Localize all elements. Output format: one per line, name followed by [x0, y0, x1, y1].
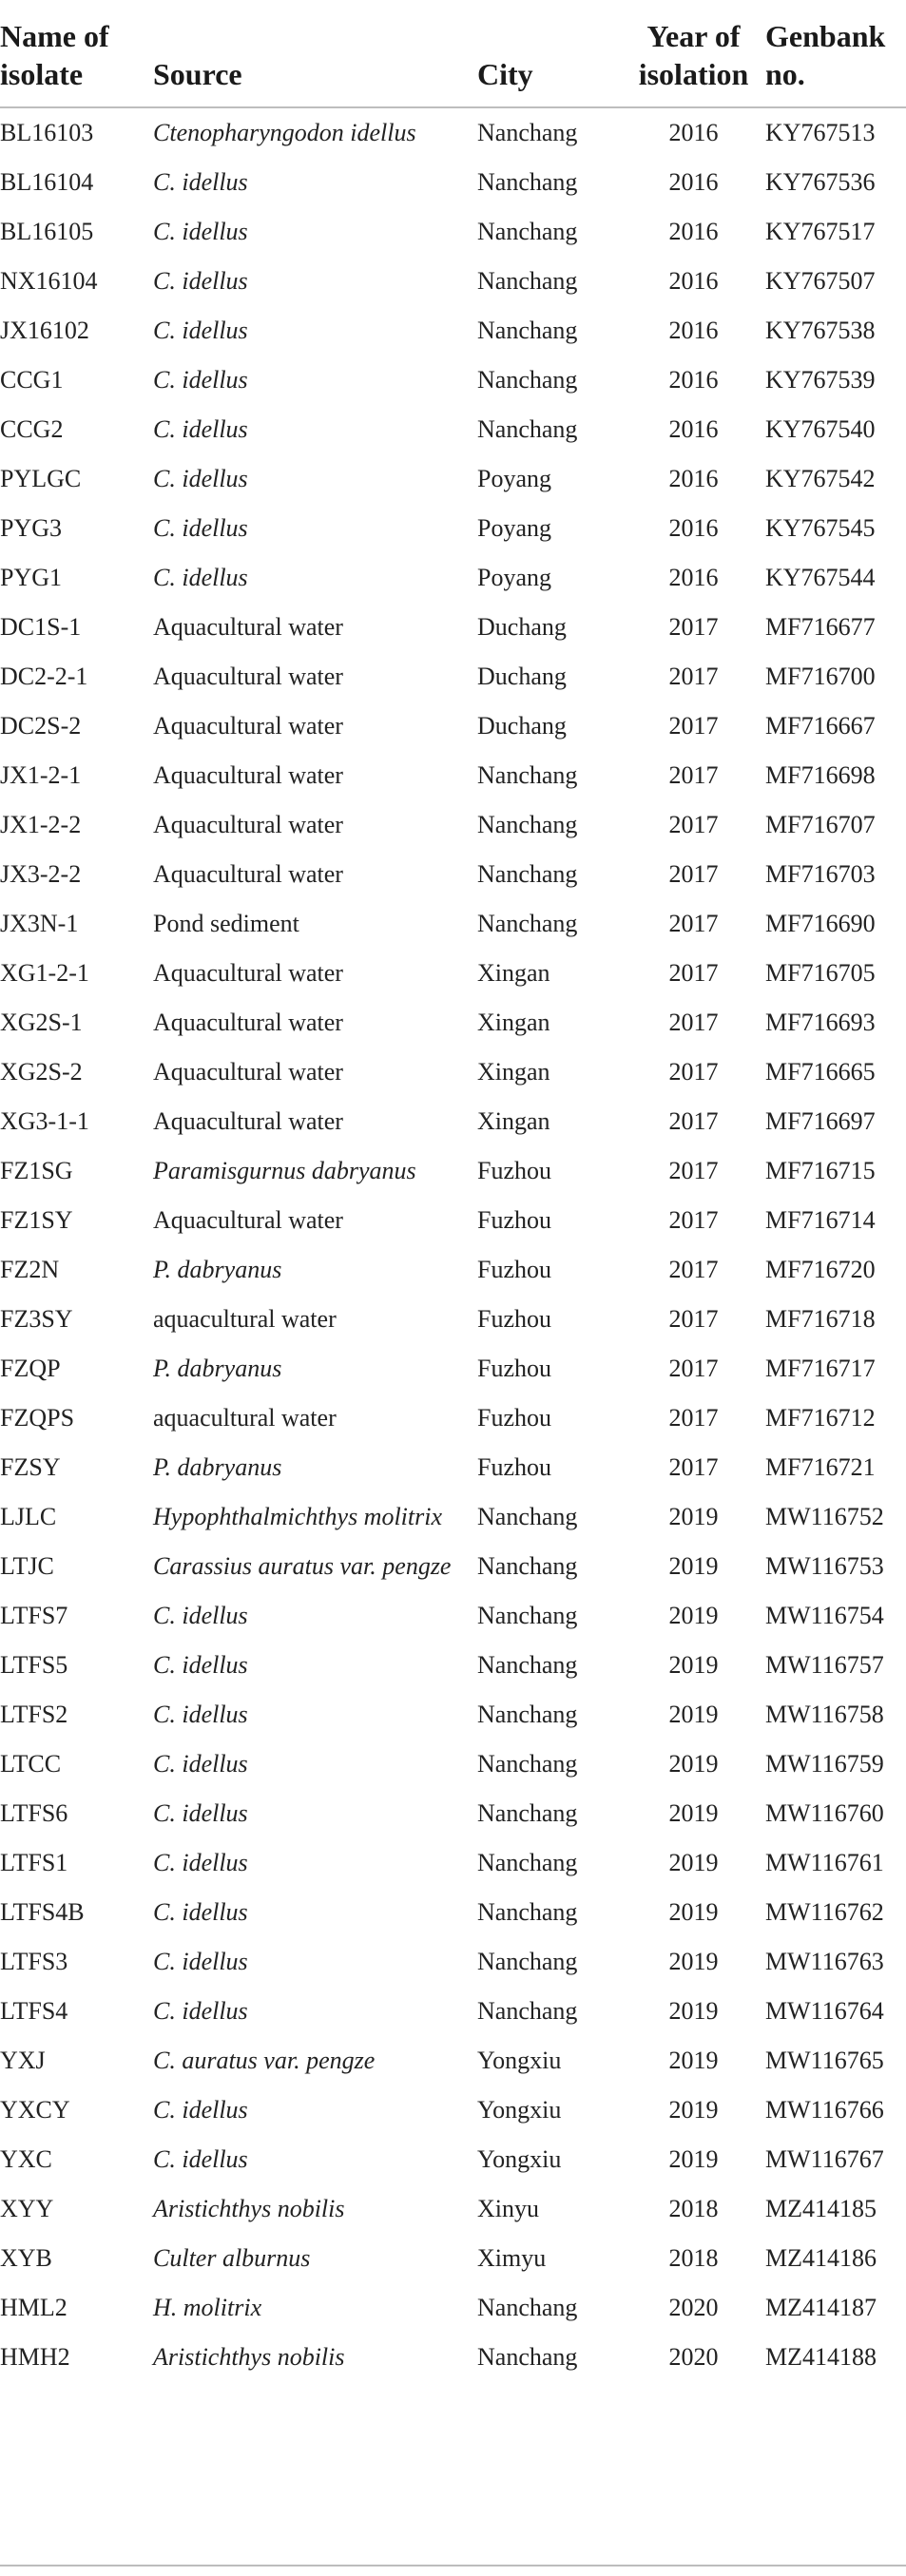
cell-genbank: MZ414187: [765, 2294, 877, 2321]
cell-year: 2017: [668, 1404, 719, 1432]
cell-year: 2017: [668, 663, 719, 690]
cell-year: 2019: [668, 1602, 719, 1629]
cell-city: Duchang: [477, 613, 567, 641]
cell-city: Nanchang: [477, 761, 578, 789]
cell-city: Nanchang: [477, 1898, 578, 1926]
cell-genbank: MW116753: [765, 1552, 884, 1580]
cell-isolate-name: BL16103: [0, 119, 94, 146]
cell-genbank: MZ414186: [765, 2244, 877, 2272]
cell-isolate-name: FZ1SY: [0, 1206, 73, 1234]
cell-source: Aquacultural water: [153, 959, 343, 987]
table-row: [0, 1690, 906, 1740]
cell-genbank: KY767536: [765, 168, 876, 196]
table-row: [0, 504, 906, 553]
cell-year: 2019: [668, 1799, 719, 1827]
cell-city: Fuzhou: [477, 1206, 551, 1234]
cell-city: Yongxiu: [477, 2047, 562, 2074]
cell-isolate-name: JX16102: [0, 317, 89, 344]
cell-year: 2016: [668, 366, 719, 394]
table-row: [0, 998, 906, 1048]
cell-city: Nanchang: [477, 2294, 578, 2321]
cell-genbank: MW116762: [765, 1898, 884, 1926]
table-row: [0, 1344, 906, 1394]
cell-source: P. dabryanus: [153, 1256, 282, 1283]
cell-isolate-name: XG2S-1: [0, 1009, 83, 1036]
cell-source: Aquacultural water: [153, 613, 343, 641]
cell-isolate-name: YXJ: [0, 2047, 46, 2074]
cell-city: Nanchang: [477, 910, 578, 937]
cell-isolate-name: DC1S-1: [0, 613, 82, 641]
cell-year: 2017: [668, 1107, 719, 1135]
cell-year: 2019: [668, 1997, 719, 2025]
table-row: [0, 1591, 906, 1641]
cell-genbank: KY767544: [765, 564, 876, 591]
cell-source: C. idellus: [153, 415, 248, 443]
cell-city: Xingan: [477, 959, 550, 987]
table-row: [0, 949, 906, 998]
table-row: [0, 1888, 906, 1937]
table-row: [0, 1838, 906, 1888]
table-row: [0, 652, 906, 702]
cell-source: C. idellus: [153, 1948, 248, 1975]
cell-year: 2019: [668, 1701, 719, 1728]
cell-genbank: MF716703: [765, 860, 876, 888]
cell-year: 2017: [668, 1058, 719, 1086]
cell-genbank: MW116767: [765, 2145, 884, 2173]
cell-isolate-name: LTFS2: [0, 1701, 68, 1728]
cell-genbank: KY767538: [765, 317, 876, 344]
table-row: [0, 2234, 906, 2283]
cell-isolate-name: FZQP: [0, 1355, 61, 1382]
cell-year: 2017: [668, 811, 719, 838]
cell-genbank: MF716697: [765, 1107, 876, 1135]
table-row: [0, 405, 906, 454]
cell-isolate-name: CCG2: [0, 415, 64, 443]
cell-year: 2017: [668, 761, 719, 789]
cell-genbank: MW116759: [765, 1750, 884, 1778]
cell-genbank: MF716714: [765, 1206, 876, 1234]
cell-city: Ximyu: [477, 2244, 547, 2272]
table-row: [0, 257, 906, 306]
cell-source: Aquacultural water: [153, 811, 343, 838]
table-row: [0, 1196, 906, 1245]
cell-source: Aquacultural water: [153, 1058, 343, 1086]
cell-genbank: MF716718: [765, 1305, 876, 1333]
cell-isolate-name: XG3-1-1: [0, 1107, 89, 1135]
cell-source: Aquacultural water: [153, 860, 343, 888]
cell-year: 2017: [668, 1355, 719, 1382]
header-source: Source: [153, 0, 477, 107]
cell-genbank: KY767517: [765, 218, 876, 245]
cell-city: Fuzhou: [477, 1355, 551, 1382]
cell-city: Nanchang: [477, 168, 578, 196]
cell-source: Pond sediment: [153, 910, 299, 937]
cell-isolate-name: LJLC: [0, 1503, 57, 1530]
cell-isolate-name: FZSY: [0, 1453, 61, 1481]
cell-city: Nanchang: [477, 366, 578, 394]
cell-year: 2019: [668, 2047, 719, 2074]
cell-genbank: KY767542: [765, 465, 876, 492]
table-row: [0, 1443, 906, 1492]
cell-source: C. idellus: [153, 218, 248, 245]
cell-genbank: MF716715: [765, 1157, 876, 1184]
table-body: [0, 107, 906, 2388]
table-bottom-rule: [0, 2565, 906, 2566]
cell-city: Nanchang: [477, 1503, 578, 1530]
cell-isolate-name: YXC: [0, 2145, 52, 2173]
cell-source: C. idellus: [153, 1602, 248, 1629]
cell-source: C. idellus: [153, 317, 248, 344]
table-row: [0, 1740, 906, 1789]
cell-genbank: MW116760: [765, 1799, 884, 1827]
cell-isolate-name: JX1-2-2: [0, 811, 82, 838]
cell-genbank: MW116763: [765, 1948, 884, 1975]
cell-year: 2019: [668, 1750, 719, 1778]
cell-city: Fuzhou: [477, 1256, 551, 1283]
cell-city: Duchang: [477, 712, 567, 740]
cell-year: 2016: [668, 119, 719, 146]
table-row: [0, 553, 906, 603]
cell-year: 2017: [668, 959, 719, 987]
cell-year: 2017: [668, 1009, 719, 1036]
cell-isolate-name: LTCC: [0, 1750, 62, 1778]
cell-source: C. auratus var. pengze: [153, 2047, 376, 2074]
table-row: [0, 158, 906, 207]
cell-city: Nanchang: [477, 218, 578, 245]
cell-genbank: MZ414185: [765, 2195, 877, 2222]
cell-isolate-name: LTFS5: [0, 1651, 68, 1679]
cell-year: 2017: [668, 1206, 719, 1234]
cell-year: 2017: [668, 1157, 719, 1184]
cell-year: 2017: [668, 910, 719, 937]
cell-source: H. molitrix: [153, 2294, 262, 2321]
cell-isolate-name: LTJC: [0, 1552, 54, 1580]
table-row: [0, 454, 906, 504]
cell-city: Nanchang: [477, 1750, 578, 1778]
cell-genbank: MF716690: [765, 910, 876, 937]
cell-isolate-name: HMH2: [0, 2343, 70, 2371]
cell-genbank: KY767513: [765, 119, 876, 146]
cell-isolate-name: XG1-2-1: [0, 959, 89, 987]
cell-source: Carassius auratus var. pengze: [153, 1552, 452, 1580]
cell-year: 2019: [668, 1898, 719, 1926]
header-name-of-isolate: Name of isolate: [0, 0, 153, 107]
cell-isolate-name: YXCY: [0, 2096, 70, 2124]
cell-isolate-name: XYB: [0, 2244, 52, 2272]
table-row: [0, 107, 906, 158]
cell-isolate-name: NX16104: [0, 267, 98, 295]
table-row: [0, 2036, 906, 2086]
cell-year: 2016: [668, 168, 719, 196]
header-genbank-no: Genbank no.: [765, 0, 906, 107]
table-row: [0, 1492, 906, 1542]
cell-year: 2019: [668, 1948, 719, 1975]
table-row: [0, 702, 906, 751]
cell-year: 2019: [668, 2145, 719, 2173]
cell-year: 2017: [668, 1305, 719, 1333]
table-row: [0, 1245, 906, 1295]
cell-isolate-name: PYG3: [0, 514, 63, 542]
cell-source: Aquacultural water: [153, 761, 343, 789]
cell-city: Xingan: [477, 1009, 550, 1036]
cell-source: C. idellus: [153, 168, 248, 196]
cell-year: 2017: [668, 1453, 719, 1481]
cell-genbank: MW116758: [765, 1701, 884, 1728]
cell-source: Paramisgurnus dabryanus: [153, 1157, 416, 1184]
cell-genbank: MF716721: [765, 1453, 876, 1481]
cell-source: aquacultural water: [153, 1404, 337, 1432]
cell-year: 2016: [668, 415, 719, 443]
cell-source: C. idellus: [153, 514, 248, 542]
cell-isolate-name: JX1-2-1: [0, 761, 82, 789]
cell-city: Fuzhou: [477, 1404, 551, 1432]
cell-city: Nanchang: [477, 1849, 578, 1876]
cell-year: 2017: [668, 712, 719, 740]
cell-city: Fuzhou: [477, 1157, 551, 1184]
cell-year: 2020: [668, 2294, 719, 2321]
cell-city: Fuzhou: [477, 1453, 551, 1481]
table-row: [0, 2333, 906, 2388]
cell-isolate-name: JX3-2-2: [0, 860, 82, 888]
cell-isolate-name: FZ2N: [0, 1256, 60, 1283]
table-header: [0, 0, 906, 107]
cell-source: C. idellus: [153, 366, 248, 394]
cell-genbank: KY767539: [765, 366, 876, 394]
cell-city: Nanchang: [477, 1701, 578, 1728]
cell-source: P. dabryanus: [153, 1453, 282, 1481]
cell-year: 2016: [668, 564, 719, 591]
cell-city: Poyang: [477, 465, 551, 492]
cell-year: 2017: [668, 860, 719, 888]
table-row: [0, 306, 906, 356]
cell-genbank: MW116754: [765, 1602, 884, 1629]
cell-genbank: MF716677: [765, 613, 876, 641]
cell-genbank: KY767545: [765, 514, 876, 542]
cell-genbank: MW116764: [765, 1997, 884, 2025]
table-row: [0, 1789, 906, 1838]
cell-source: C. idellus: [153, 1799, 248, 1827]
cell-genbank: MW116757: [765, 1651, 884, 1679]
table-row: [0, 1146, 906, 1196]
table-row: [0, 1987, 906, 2036]
cell-isolate-name: LTFS1: [0, 1849, 68, 1876]
cell-isolate-name: FZ3SY: [0, 1305, 73, 1333]
cell-city: Duchang: [477, 663, 567, 690]
cell-city: Poyang: [477, 564, 551, 591]
cell-isolate-name: XG2S-2: [0, 1058, 83, 1086]
cell-genbank: MF716665: [765, 1058, 876, 1086]
cell-year: 2019: [668, 1552, 719, 1580]
header-row: [0, 0, 906, 107]
table-row: [0, 1295, 906, 1344]
cell-genbank: MZ414188: [765, 2343, 877, 2371]
table-row: [0, 603, 906, 652]
cell-source: Aquacultural water: [153, 712, 343, 740]
cell-city: Nanchang: [477, 1651, 578, 1679]
cell-isolate-name: BL16105: [0, 218, 94, 245]
table-row: [0, 2184, 906, 2234]
cell-isolate-name: LTFS7: [0, 1602, 68, 1629]
cell-city: Nanchang: [477, 267, 578, 295]
cell-city: Xingan: [477, 1107, 550, 1135]
cell-source: C. idellus: [153, 1750, 248, 1778]
cell-source: C. idellus: [153, 1651, 248, 1679]
header-year-of-isolation: Year of isolation: [622, 0, 765, 107]
table-row: [0, 751, 906, 800]
cell-isolate-name: DC2-2-1: [0, 663, 88, 690]
cell-source: aquacultural water: [153, 1305, 337, 1333]
cell-year: 2016: [668, 465, 719, 492]
cell-city: Nanchang: [477, 860, 578, 888]
cell-year: 2016: [668, 317, 719, 344]
cell-genbank: KY767507: [765, 267, 876, 295]
cell-genbank: MF716712: [765, 1404, 876, 1432]
cell-source: Ctenopharyngodon idellus: [153, 119, 416, 146]
cell-isolate-name: FZ1SG: [0, 1157, 73, 1184]
cell-source: Hypophthalmichthys molitrix: [153, 1503, 443, 1530]
cell-isolate-name: LTFS6: [0, 1799, 68, 1827]
cell-year: 2019: [668, 1503, 719, 1530]
cell-source: C. idellus: [153, 2145, 248, 2173]
cell-genbank: MW116752: [765, 1503, 884, 1530]
cell-city: Xingan: [477, 1058, 550, 1086]
cell-source: C. idellus: [153, 1849, 248, 1876]
cell-city: Nanchang: [477, 2343, 578, 2371]
cell-genbank: MF716698: [765, 761, 876, 789]
cell-city: Xinyu: [477, 2195, 539, 2222]
cell-genbank: MF716693: [765, 1009, 876, 1036]
table-row: [0, 899, 906, 949]
cell-genbank: MW116766: [765, 2096, 884, 2124]
cell-isolate-name: HML2: [0, 2294, 67, 2321]
table-row: [0, 1937, 906, 1987]
cell-source: P. dabryanus: [153, 1355, 282, 1382]
cell-city: Nanchang: [477, 1997, 578, 2025]
cell-source: C. idellus: [153, 564, 248, 591]
cell-source: C. idellus: [153, 1898, 248, 1926]
table-row: [0, 1394, 906, 1443]
cell-year: 2016: [668, 267, 719, 295]
cell-isolate-name: XYY: [0, 2195, 54, 2222]
cell-source: Aristichthys nobilis: [153, 2195, 345, 2222]
cell-genbank: MF716707: [765, 811, 876, 838]
header-city: City: [477, 0, 622, 107]
cell-city: Nanchang: [477, 1602, 578, 1629]
cell-genbank: MW116761: [765, 1849, 884, 1876]
table-row: [0, 800, 906, 850]
table-row: [0, 207, 906, 257]
cell-year: 2018: [668, 2244, 719, 2272]
cell-source: C. idellus: [153, 2096, 248, 2124]
cell-isolate-name: CCG1: [0, 366, 64, 394]
cell-isolate-name: BL16104: [0, 168, 94, 196]
cell-source: C. idellus: [153, 465, 248, 492]
cell-year: 2017: [668, 1256, 719, 1283]
table-row: [0, 1048, 906, 1097]
cell-isolate-name: PYG1: [0, 564, 63, 591]
cell-genbank: MF716717: [765, 1355, 876, 1382]
cell-genbank: MF716667: [765, 712, 876, 740]
cell-genbank: KY767540: [765, 415, 876, 443]
cell-year: 2017: [668, 613, 719, 641]
cell-source: C. idellus: [153, 267, 248, 295]
cell-city: Nanchang: [477, 811, 578, 838]
cell-source: C. idellus: [153, 1997, 248, 2025]
table-row: [0, 1097, 906, 1146]
table-row: [0, 356, 906, 405]
cell-year: 2019: [668, 1651, 719, 1679]
cell-city: Yongxiu: [477, 2096, 562, 2124]
cell-genbank: MF716705: [765, 959, 876, 987]
cell-city: Nanchang: [477, 317, 578, 344]
table-row: [0, 1542, 906, 1591]
cell-year: 2018: [668, 2195, 719, 2222]
cell-genbank: MF716720: [765, 1256, 876, 1283]
cell-city: Nanchang: [477, 1948, 578, 1975]
cell-source: Culter alburnus: [153, 2244, 311, 2272]
cell-city: Yongxiu: [477, 2145, 562, 2173]
table-row: [0, 1641, 906, 1690]
cell-source: Aquacultural water: [153, 663, 343, 690]
cell-isolate-name: JX3N-1: [0, 910, 79, 937]
cell-isolate-name: DC2S-2: [0, 712, 82, 740]
cell-isolate-name: LTFS4: [0, 1997, 68, 2025]
cell-city: Nanchang: [477, 119, 578, 146]
cell-year: 2019: [668, 1849, 719, 1876]
cell-source: C. idellus: [153, 1701, 248, 1728]
cell-isolate-name: LTFS4B: [0, 1898, 85, 1926]
table-row: [0, 2283, 906, 2333]
cell-year: 2016: [668, 218, 719, 245]
cell-city: Nanchang: [477, 1552, 578, 1580]
cell-isolate-name: FZQPS: [0, 1404, 75, 1432]
cell-source: Aquacultural water: [153, 1206, 343, 1234]
table-row: [0, 2086, 906, 2135]
cell-genbank: MW116765: [765, 2047, 884, 2074]
cell-source: Aristichthys nobilis: [153, 2343, 345, 2371]
table-row: [0, 2135, 906, 2184]
cell-city: Poyang: [477, 514, 551, 542]
cell-year: 2019: [668, 2096, 719, 2124]
cell-city: Nanchang: [477, 415, 578, 443]
cell-year: 2016: [668, 514, 719, 542]
cell-isolate-name: PYLGC: [0, 465, 82, 492]
cell-source: Aquacultural water: [153, 1009, 343, 1036]
cell-isolate-name: LTFS3: [0, 1948, 68, 1975]
cell-city: Fuzhou: [477, 1305, 551, 1333]
cell-city: Nanchang: [477, 1799, 578, 1827]
cell-source: Aquacultural water: [153, 1107, 343, 1135]
cell-year: 2020: [668, 2343, 719, 2371]
cell-genbank: MF716700: [765, 663, 876, 690]
table-row: [0, 850, 906, 899]
